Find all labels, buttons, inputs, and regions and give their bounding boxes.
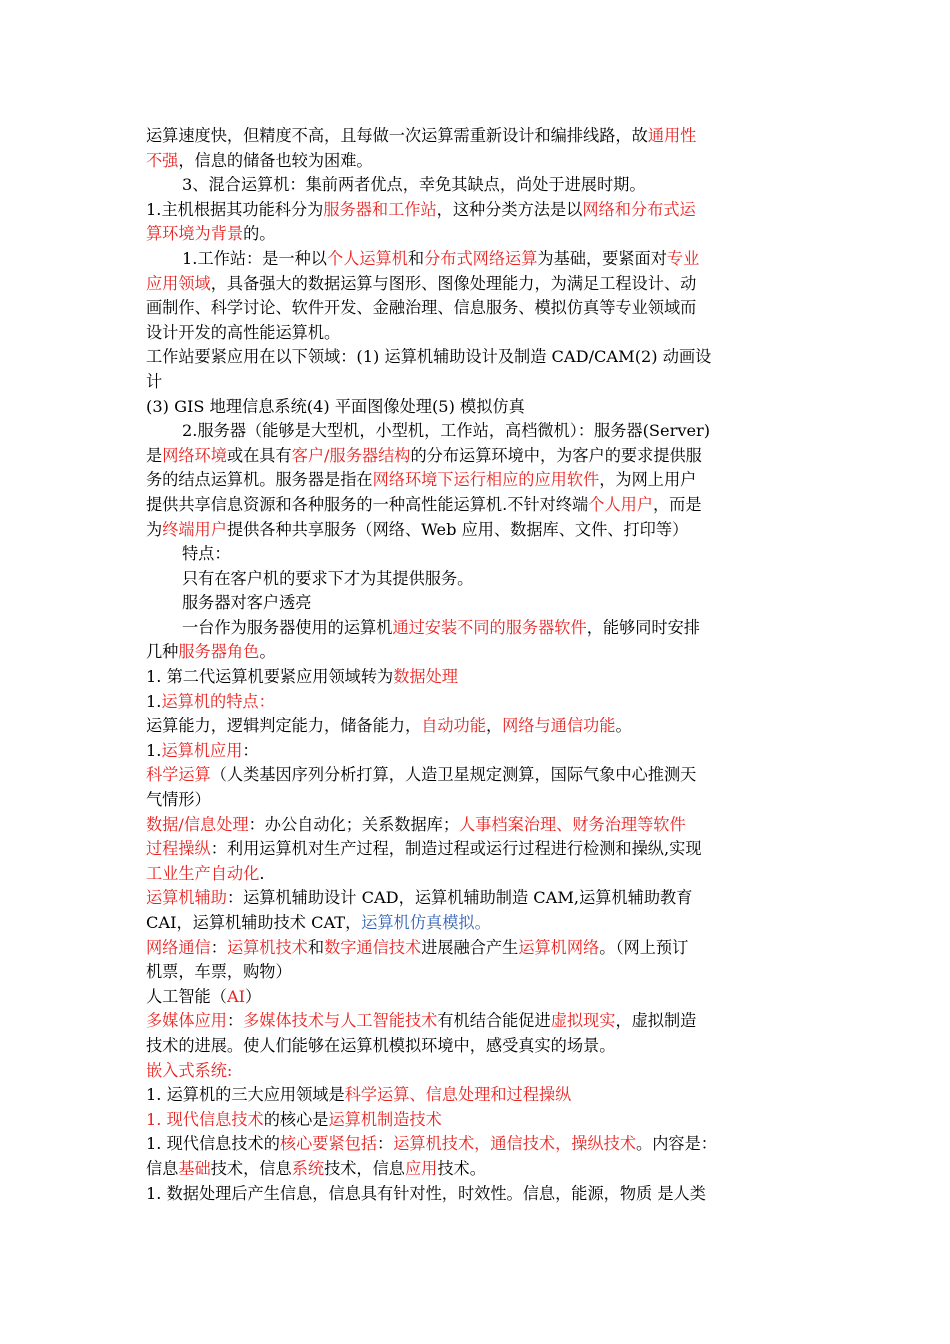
text-segment: 是 — [146, 445, 163, 465]
text-line — [146, 567, 814, 592]
text-line — [146, 395, 814, 420]
highlighted-text-segment: 多媒体应用 — [146, 1011, 227, 1031]
highlighted-text-segment: 运算机仿真模拟。 — [361, 913, 491, 932]
text-segment: 为基础，要紧面对 — [537, 248, 667, 268]
text-segment: 务的结点运算机。服务器是指在 — [146, 470, 373, 490]
text-line — [146, 813, 814, 838]
text-line — [146, 1009, 814, 1034]
highlighted-text-segment: 科学运算 — [146, 765, 211, 785]
highlighted-text-segment: 数据/信息处理 — [146, 814, 249, 834]
text-line — [146, 542, 814, 567]
highlighted-text-segment: 多媒体技术与人工智能技术 — [243, 1011, 438, 1031]
text-line — [146, 1034, 814, 1059]
highlighted-text-segment: 人事档案治理、财务治理等软件 — [459, 814, 686, 834]
text-line — [146, 1182, 814, 1207]
text-line — [146, 985, 814, 1010]
highlighted-text-segment: 终端用户 — [162, 519, 227, 539]
text-line — [146, 345, 814, 370]
text-line — [146, 1083, 814, 1108]
text-segment: 设计开发的高性能运算机。 — [146, 322, 341, 342]
text-line — [146, 272, 814, 297]
text-segment: 或在具有 — [226, 445, 292, 465]
text-segment: 特点： — [182, 544, 231, 564]
highlighted-text-segment: 工业生产自动化 — [146, 863, 260, 883]
highlighted-text-segment: 个人运算机 — [326, 248, 408, 268]
text-segment: ，而是 — [652, 494, 702, 514]
text-segment: 1.主机根据其功能科分为 — [146, 199, 324, 219]
text-segment: 提供各种共享服务（网络、Web 应用、数据库、文件、打印等） — [226, 519, 689, 539]
text-segment: ：利用运算机对生产过程，制造过程或运行过程进行检测和操纵,实现 — [210, 839, 702, 859]
text-line — [146, 690, 814, 715]
text-segment: 一台作为服务器使用的运算机 — [182, 617, 393, 637]
text-segment: ： — [242, 740, 259, 760]
text-segment: 运算能力，逻辑判定能力，储备能力， — [146, 716, 422, 736]
text-segment: 为 — [146, 519, 163, 539]
text-line — [146, 960, 814, 985]
text-segment: 。 — [259, 642, 276, 662]
highlighted-text-segment: 网络环境下运行相应的应用软件 — [372, 470, 600, 490]
text-line — [146, 591, 814, 616]
highlighted-text-segment: 网络环境 — [162, 445, 227, 465]
highlighted-text-segment: 应用领域 — [146, 273, 211, 293]
text-segment: 提供共享信息资源和各种服务的一种高性能运算机.不针对终端 — [146, 494, 589, 514]
highlighted-text-segment: 运算机应用 — [161, 740, 243, 760]
highlighted-text-segment: 服务器角色 — [178, 642, 260, 662]
text-segment: 工作站要紧应用在以下领域：(1) 运算机辅助设计及制造 CAD/CAM(2) 动画设 — [146, 347, 712, 367]
text-line — [146, 936, 814, 961]
highlighted-text-segment: 通过安装不同的服务器软件 — [392, 617, 587, 637]
text-line — [146, 222, 814, 247]
highlighted-text-segment: 系统 — [291, 1158, 325, 1178]
text-line — [146, 321, 814, 346]
text-segment: 技术。 — [437, 1158, 486, 1178]
text-segment: 1. 运算机的三大应用领域是 — [146, 1085, 345, 1105]
text-line — [146, 173, 814, 198]
highlighted-text-segment: 自动功能 — [421, 716, 486, 736]
highlighted-text-segment: 专业 — [666, 248, 700, 268]
highlighted-text-segment: 网络和分布式运 — [582, 199, 696, 219]
text-segment: 1. 数据处理后产生信息，信息具有针对性，时效性。信息，能源，物质 是人类 — [146, 1183, 706, 1203]
text-line — [146, 247, 814, 272]
highlighted-text-segment: 个人用户 — [588, 494, 653, 514]
text-line — [146, 837, 814, 862]
text-line — [146, 763, 814, 788]
text-segment: ， — [485, 716, 503, 736]
highlighted-text-segment: 数字通信技术 — [324, 937, 422, 957]
text-segment: (3) GIS 地理信息系统(4) 平面图像处理(5) 模拟仿真 — [146, 396, 525, 416]
text-segment: 有机结合能促进 — [437, 1011, 551, 1031]
text-segment: ，具备强大的数据运算与图形、图像处理能力，为满足工程设计、动 — [210, 273, 697, 293]
text-segment: 和 — [407, 248, 425, 268]
text-segment: ，这种分类方法是以 — [436, 199, 583, 219]
text-line — [146, 665, 814, 690]
text-line — [146, 1108, 814, 1133]
text-segment: ） — [245, 986, 262, 1006]
text-segment: 机票，车票，购物） — [146, 962, 292, 982]
text-line — [146, 370, 814, 395]
text-segment: 。内容是： — [636, 1134, 717, 1154]
text-segment: 服务器对客户透亮 — [182, 593, 312, 613]
text-segment: （人类基因序列分析打算，人造卫星规定测算，国际气象中心推测天 — [210, 765, 697, 785]
text-line — [146, 468, 814, 493]
highlighted-text-segment: 运算机网络 — [518, 937, 600, 957]
text-segment: ，能够同时安排 — [586, 617, 700, 637]
highlighted-text-segment: 核心要紧包括 — [279, 1134, 378, 1154]
highlighted-text-segment: 分布式网络运算 — [424, 248, 538, 268]
text-segment: 1. 现代信息技术的 — [146, 1134, 280, 1154]
text-segment: 的核心是 — [263, 1109, 329, 1129]
text-line — [146, 886, 814, 911]
highlighted-text-segment: 通用性 — [647, 126, 697, 145]
text-segment: ：运算机辅助设计 CAD，运算机辅助制造 CAM,运算机辅助教育 — [226, 888, 693, 908]
highlighted-text-segment: 1. 现代信息技术 — [146, 1109, 264, 1129]
text-segment: ： — [377, 1134, 394, 1154]
text-segment: 技术，信息 — [324, 1158, 405, 1178]
text-line — [146, 788, 814, 813]
text-segment: 信息 — [146, 1158, 179, 1178]
text-line — [146, 198, 814, 223]
text-segment: 计 — [146, 371, 163, 391]
text-segment: ： — [226, 1011, 244, 1031]
document-page — [146, 124, 814, 1206]
text-line — [146, 911, 814, 936]
highlighted-text-segment: 算环境为背景 — [146, 224, 244, 244]
text-line — [146, 149, 814, 174]
text-segment: CAI，运算机辅助技术 CAT， — [146, 913, 362, 932]
text-segment: 运算速度快，但精度不高，且每做一次运算需重新设计和编排线路，故 — [146, 126, 648, 145]
text-segment: 。（网上预订 — [599, 937, 689, 957]
text-line — [146, 444, 814, 469]
highlighted-text-segment: 应用 — [405, 1158, 438, 1178]
text-segment: 和 — [307, 937, 325, 957]
highlighted-text-segment: 虚拟现实 — [550, 1011, 616, 1031]
highlighted-text-segment: 运算机辅助 — [146, 888, 227, 908]
text-segment: 几种 — [146, 642, 179, 662]
text-segment: 技术，信息 — [210, 1158, 292, 1178]
highlighted-text-segment: 基础 — [178, 1158, 211, 1178]
text-segment: ：办公自动化；关系数据库； — [248, 814, 460, 834]
highlighted-text-segment: 客户/服务器结构 — [291, 445, 411, 465]
text-segment: 3、混合运算机：集前两者优点，幸免其缺点，尚处于进展时期。 — [182, 175, 646, 195]
text-segment: ，信息的储备也较为困难。 — [178, 150, 373, 170]
text-segment: 只有在客户机的要求下才为其提供服务。 — [182, 568, 474, 588]
highlighted-text-segment: 网络与通信功能 — [502, 716, 616, 736]
highlighted-text-segment: 运算机技术，通信技术，操纵技术 — [393, 1134, 637, 1154]
text-segment: 。 — [615, 716, 632, 736]
text-segment: 1. — [146, 740, 162, 760]
highlighted-text-segment: 运算机制造技术 — [328, 1109, 442, 1129]
highlighted-text-segment: 过程操纵 — [146, 839, 211, 859]
text-segment: 的分布运算环境中，为客户的要求提供服 — [410, 445, 702, 465]
highlighted-text-segment: AI — [226, 986, 246, 1006]
text-line — [146, 419, 814, 444]
highlighted-text-segment: 科学运算、信息处理和过程操纵 — [344, 1085, 572, 1105]
text-line — [146, 493, 814, 518]
text-segment: ： — [210, 937, 227, 957]
text-segment: 1. — [146, 691, 162, 711]
highlighted-text-segment: 运算机的特点： — [161, 691, 275, 711]
text-line — [146, 739, 814, 764]
text-segment: 的。 — [243, 224, 276, 244]
text-line — [146, 714, 814, 739]
text-segment: 人工智能（ — [146, 986, 227, 1006]
text-line — [146, 124, 814, 149]
highlighted-text-segment: 数据处理 — [393, 667, 458, 687]
text-segment: ，为网上用户 — [599, 470, 697, 490]
text-segment: 技术的进展。使人们能够在运算机模拟环境中，感受真实的场景。 — [146, 1035, 616, 1055]
text-segment: 1.工作站：是一种以 — [182, 248, 327, 268]
text-segment: 进展融合产生 — [421, 937, 519, 957]
text-line — [146, 518, 814, 543]
text-segment: . — [259, 863, 265, 883]
text-segment: 画制作、科学讨论、软件开发、金融治理、信息服务、模拟仿真等专业领域而 — [146, 298, 697, 318]
text-line — [146, 616, 814, 641]
text-line — [146, 296, 814, 321]
highlighted-text-segment: 嵌入式系统: — [146, 1060, 233, 1080]
highlighted-text-segment: 网络通信 — [146, 937, 211, 957]
text-line — [146, 1059, 814, 1084]
highlighted-text-segment: 不强 — [146, 150, 179, 170]
text-line — [146, 640, 814, 665]
text-segment: 气情形） — [146, 790, 211, 810]
highlighted-text-segment: 运算机技术 — [226, 937, 308, 957]
text-line — [146, 1132, 814, 1157]
text-segment: 2.服务器（能够是大型机，小型机，工作站，高档微机）：服务器(Server) — [182, 421, 711, 441]
text-line — [146, 1157, 814, 1182]
text-segment: 1. 第二代运算机要紧应用领域转为 — [146, 667, 394, 687]
highlighted-text-segment: 服务器和工作站 — [323, 199, 437, 219]
text-segment: ，虚拟制造 — [615, 1011, 697, 1031]
text-line — [146, 862, 814, 887]
